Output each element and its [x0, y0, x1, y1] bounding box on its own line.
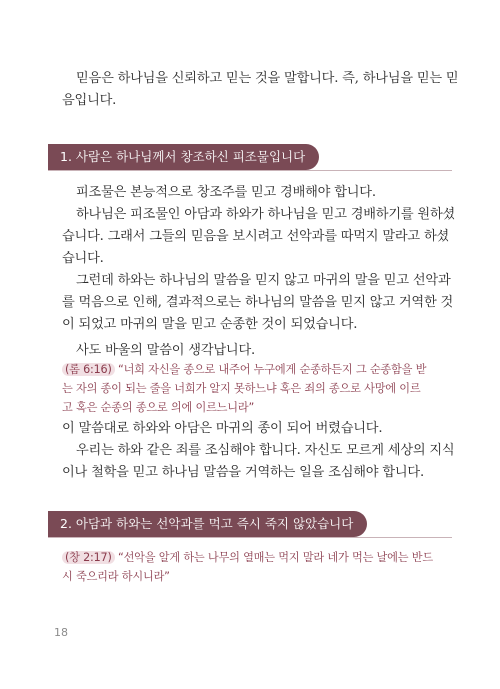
quote-line: [62, 360, 446, 379]
text-line: 이나 철학을 믿고 하나님 말씀을 거역하는 일을 조심해야 합니다.: [62, 465, 424, 480]
text-line: 습니다.: [62, 251, 104, 266]
text-line: 그런데 하와는 하나님의 말씀을 믿지 않고 마귀의 말을 믿고 선악과: [76, 273, 451, 288]
text-line: 음입니다.: [62, 93, 117, 108]
page-number: 18: [54, 626, 68, 639]
paragraph: [62, 182, 456, 204]
paragraph: [62, 270, 456, 336]
section-heading-rule: [48, 170, 452, 171]
text-line: 이 되었고 마귀의 말을 믿고 순종한 것이 되었습니다.: [62, 317, 358, 332]
scripture-ref: (롬 6:16): [62, 363, 115, 376]
text-line: 이 말씀대로 하와와 아담은 마귀의 종이 되어 버렸습니다.: [62, 421, 383, 436]
intro-paragraph: [62, 68, 459, 112]
text-line: 사도 바울의 말씀이 생각납니다.: [76, 343, 255, 358]
scripture-ref: (창 2:17): [62, 551, 115, 564]
text-line: 피조물은 본능적으로 창조주를 믿고 경배해야 합니다.: [76, 185, 376, 200]
paragraph: [62, 340, 456, 362]
quote-line: 시 죽으리라 하시니라”: [62, 570, 170, 583]
paragraph: [62, 418, 442, 440]
section-heading-2: 2. 아담과 하와는 선악과를 먹고 즉시 죽지 않았습니다: [48, 511, 367, 537]
section-heading-1: 1. 사람은 하나님께서 창조하신 피조물입니다: [48, 144, 319, 170]
text-line: 믿음은 하나님을 신뢰하고 믿는 것을 말합니다. 즉, 하나님을 믿는 믿: [76, 71, 459, 86]
quote-line: 고 혹은 순종의 종으로 의에 이르느니라”: [62, 401, 255, 414]
quote-text: “너희 자신을 종으로 내주어 누구에게 순종하든지 그 순종함을 받: [114, 363, 427, 376]
quote-text: “선악을 알게 하는 나무의 열매는 먹지 말라 네가 먹는 날에는 반드: [114, 551, 433, 564]
scripture-quote: [62, 360, 446, 417]
paragraph: [62, 204, 456, 270]
paragraph: [62, 440, 456, 484]
quote-line: 는 자의 종이 되는 줄을 너희가 알지 못하느냐 혹은 죄의 종으로 사망에 이르: [62, 382, 421, 395]
text-line: 를 먹음으로 인해, 결과적으로는 하나님의 말씀을 믿지 않고 거역한 것: [62, 295, 454, 310]
text-line: 하나님은 피조물인 아담과 하와가 하나님을 믿고 경배하기를 원하셨: [76, 207, 456, 222]
text-line: 습니다. 그래서 그들의 믿음을 보시려고 선악과를 따먹지 말라고 하셨: [62, 229, 450, 244]
section-heading-rule: [48, 537, 452, 538]
quote-line: [62, 548, 446, 567]
text-line: 우리는 하와 같은 죄를 조심해야 합니다. 자신도 모르게 세상의 지식: [76, 443, 455, 458]
scripture-quote: [62, 548, 446, 586]
